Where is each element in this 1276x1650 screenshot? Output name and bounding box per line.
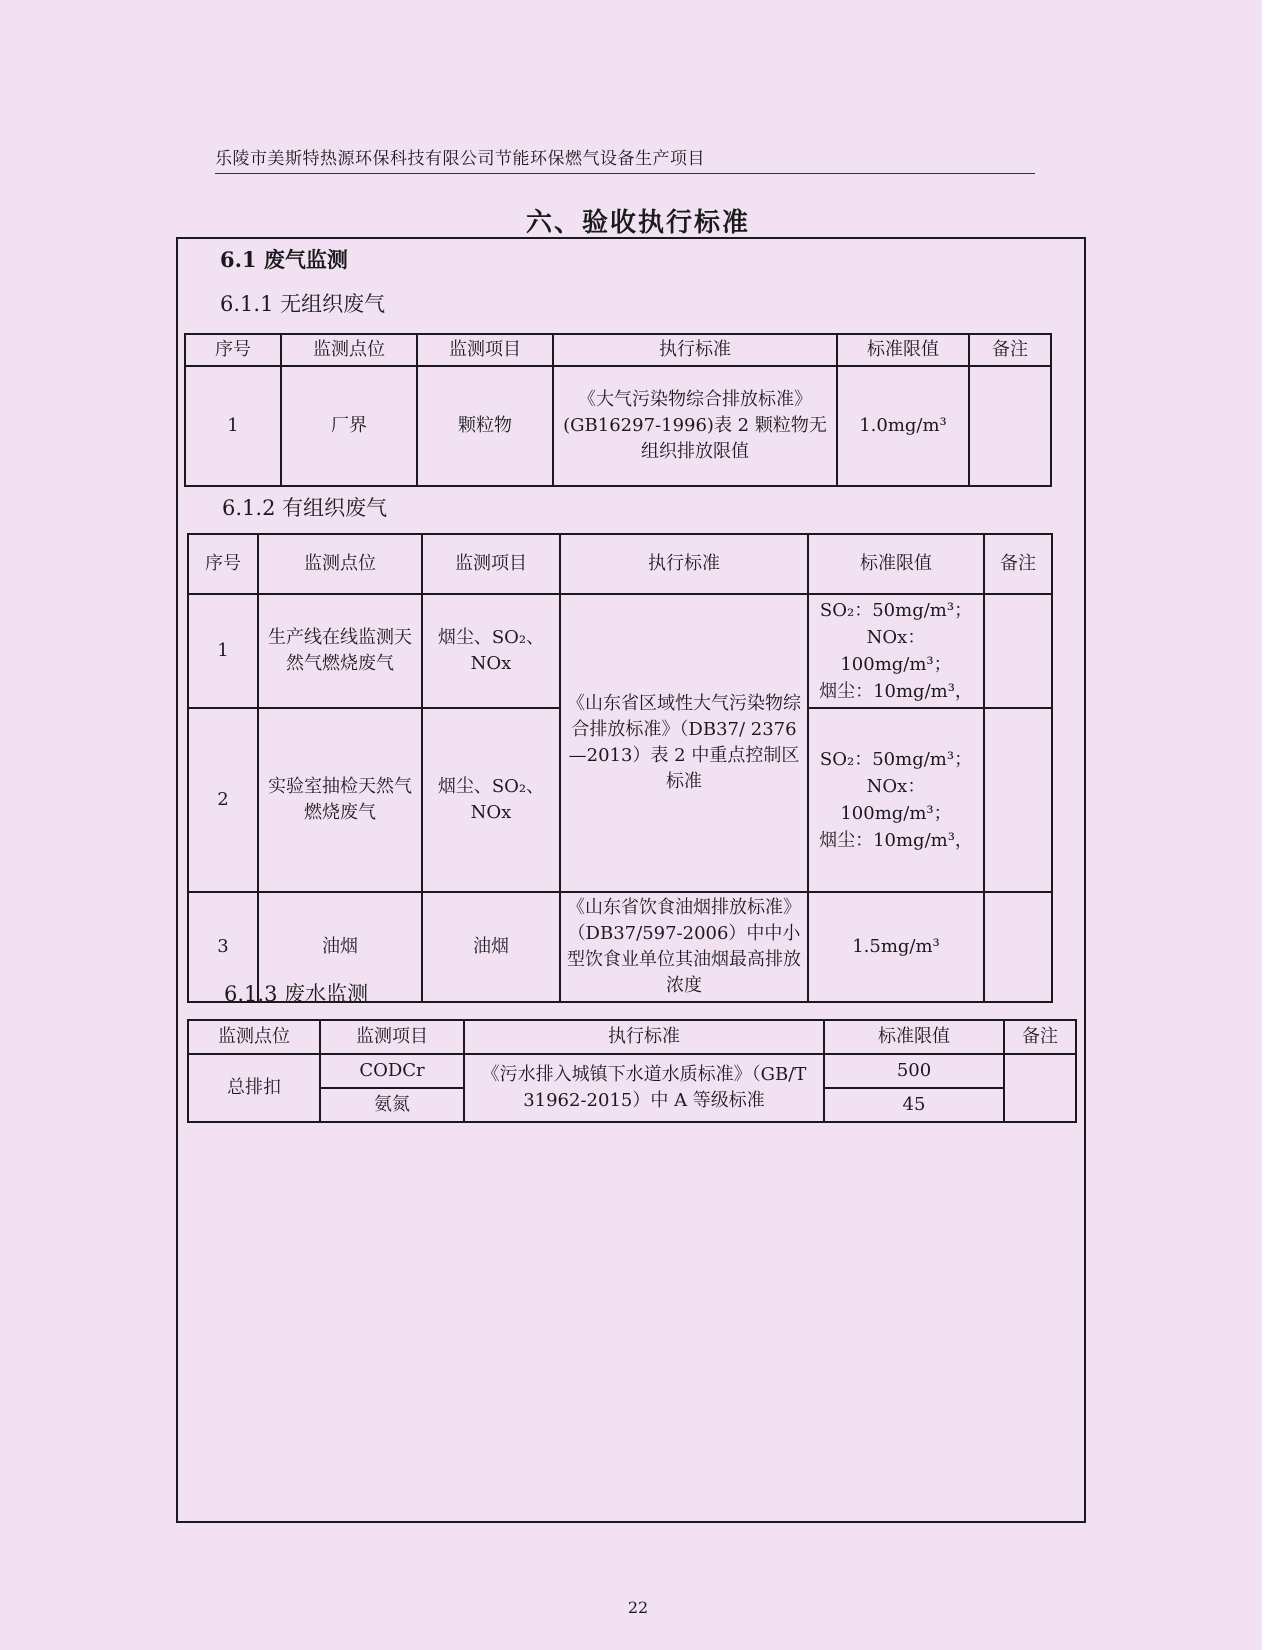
col-header: 序号 xyxy=(188,534,258,594)
page-header: 乐陵市美斯特热源环保科技有限公司节能环保燃气设备生产项目 xyxy=(215,144,1035,174)
section-title: 六、验收执行标准 xyxy=(525,208,750,238)
cell: 《大气污染物综合排放标准》(GB16297-1996)表 2 颗粒物无组织排放限值 xyxy=(553,366,837,486)
cell: 颗粒物 xyxy=(417,366,553,486)
page-number: 22 xyxy=(627,1598,649,1617)
limit-dust: 烟尘：10mg/m³， xyxy=(819,681,973,702)
table-row xyxy=(185,366,1051,486)
col-header: 监测点位 xyxy=(281,334,417,366)
col-header: 执行标准 xyxy=(553,334,837,366)
heading-6-1-2: 6.1.2 有组织废气 xyxy=(222,496,388,520)
page-edge xyxy=(1262,0,1276,1650)
cell: 氨氮 xyxy=(320,1088,464,1122)
col-header: 监测项目 xyxy=(422,534,560,594)
cell: 3 xyxy=(188,892,258,1002)
cell: 烟尘、SO₂、NOx xyxy=(422,594,560,708)
col-header: 监测点位 xyxy=(258,534,422,594)
col-header: 监测点位 xyxy=(188,1020,320,1054)
cell-limit xyxy=(808,594,984,708)
cell: 油烟 xyxy=(422,892,560,1002)
col-header: 监测项目 xyxy=(417,334,553,366)
col-header: 标准限值 xyxy=(837,334,969,366)
table-header-row xyxy=(188,534,1052,594)
cell-note xyxy=(1004,1054,1076,1122)
cell: 油烟 xyxy=(258,892,422,1002)
table-row xyxy=(188,594,1052,708)
cell xyxy=(969,366,1051,486)
limit-so2: SO₂：50mg/m³； xyxy=(819,600,973,621)
table-organized-gas xyxy=(187,533,1053,1003)
cell: 实验室抽检天然气燃烧废气 xyxy=(258,708,422,892)
col-header: 序号 xyxy=(185,334,281,366)
heading-6-1-3: 6.1.3 废水监测 xyxy=(224,982,369,1006)
cell: 1 xyxy=(185,366,281,486)
col-header: 备注 xyxy=(1004,1020,1076,1054)
cell-point: 总排扣 xyxy=(188,1054,320,1122)
limit-dust: 烟尘：10mg/m³， xyxy=(819,830,973,851)
cell: 1 xyxy=(188,594,258,708)
cell: 1.0mg/m³ xyxy=(837,366,969,486)
cell: 1.5mg/m³ xyxy=(808,892,984,1002)
cell xyxy=(984,892,1052,1002)
cell-standard: 《山东省区域性大气污染物综合排放标准》（DB37/ 2376—2013）表 2 中重点控制区标准 xyxy=(560,594,808,892)
cell: CODCr xyxy=(320,1054,464,1088)
table-unorganized-gas xyxy=(184,333,1052,487)
cell xyxy=(984,708,1052,892)
limit-so2: SO₂：50mg/m³； xyxy=(819,749,973,770)
cell: 《山东省饮食油烟排放标准》（DB37/597-2006）中中小型饮食业单位其油烟最高排放浓度 xyxy=(560,892,808,1002)
limit-nox: NOx：100mg/m³； xyxy=(840,776,952,824)
col-header: 备注 xyxy=(984,534,1052,594)
col-header: 执行标准 xyxy=(560,534,808,594)
limit-nox: NOx：100mg/m³； xyxy=(840,627,952,675)
cell-standard: 《污水排入城镇下水道水质标准》（GB/T 31962-2015）中 A 等级标准 xyxy=(464,1054,824,1122)
table-wastewater xyxy=(187,1019,1077,1123)
cell-limit xyxy=(808,708,984,892)
cell: 45 xyxy=(824,1088,1004,1122)
col-header: 标准限值 xyxy=(808,534,984,594)
table-header-row xyxy=(185,334,1051,366)
cell: 厂界 xyxy=(281,366,417,486)
heading-6-1-1: 6.1.1 无组织废气 xyxy=(220,292,386,316)
table-header-row xyxy=(188,1020,1076,1054)
cell: 2 xyxy=(188,708,258,892)
cell xyxy=(984,594,1052,708)
cell: 500 xyxy=(824,1054,1004,1088)
table-row xyxy=(188,1054,1076,1088)
col-header: 标准限值 xyxy=(824,1020,1004,1054)
col-header: 执行标准 xyxy=(464,1020,824,1054)
col-header: 监测项目 xyxy=(320,1020,464,1054)
heading-6-1: 6.1 废气监测 xyxy=(220,247,348,272)
col-header: 备注 xyxy=(969,334,1051,366)
cell: 烟尘、SO₂、NOx xyxy=(422,708,560,892)
cell: 生产线在线监测天然气燃烧废气 xyxy=(258,594,422,708)
